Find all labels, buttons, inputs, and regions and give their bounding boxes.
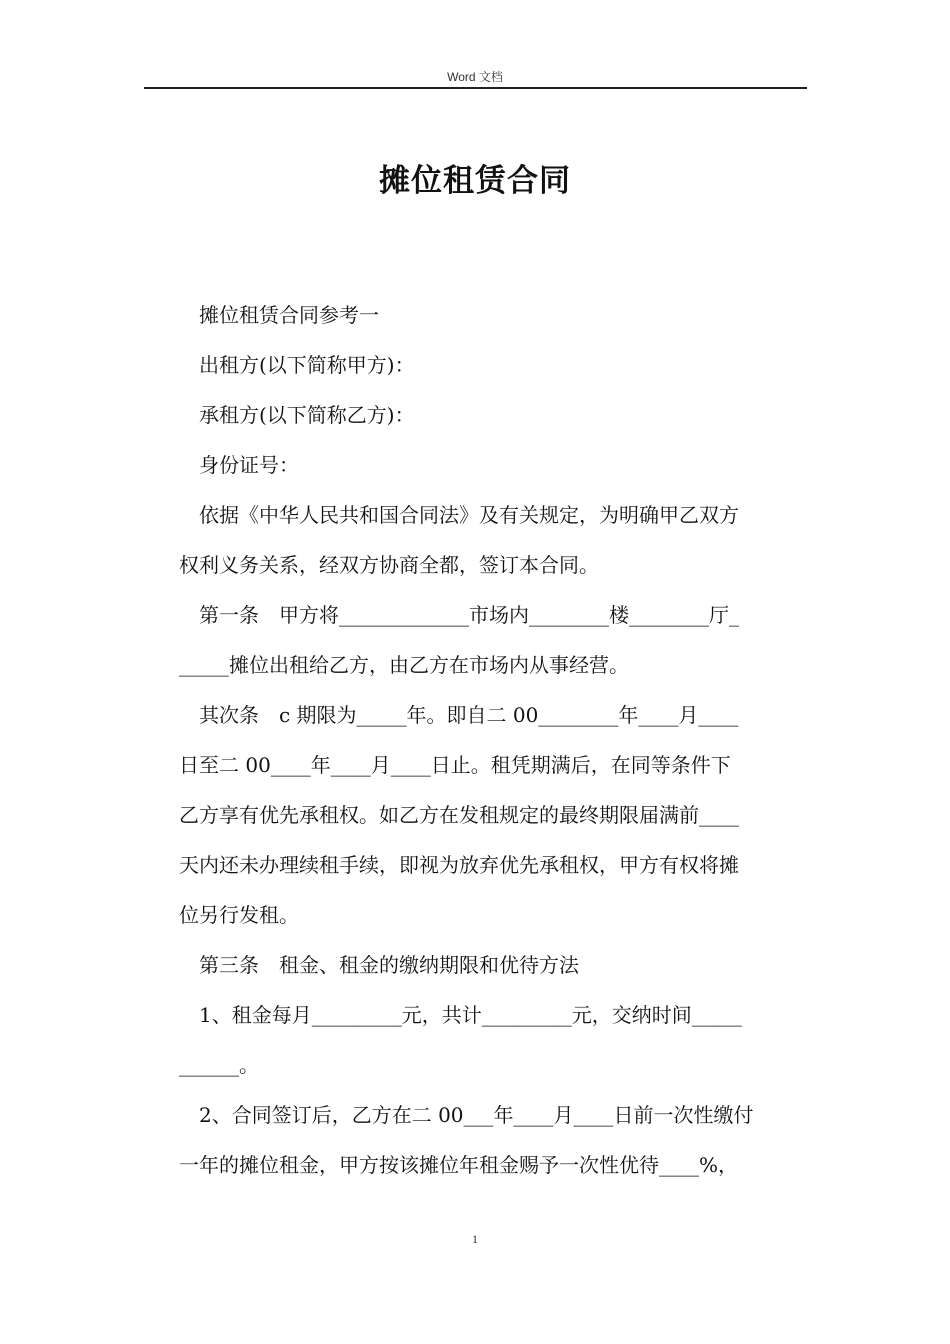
paragraph-line: 日至二 00____年____月____日止。租凭期满后，在同等条件下	[179, 753, 731, 777]
paragraph-line: 其次条 c 期限为_____年。即自二 00________年____月____	[199, 703, 739, 727]
paragraph-line: 第一条 甲方将_____________市场内________楼________厅_	[199, 603, 739, 627]
paragraph-line: 依据《中华人民共和国合同法》及有关规定，为明确甲乙双方	[199, 503, 739, 527]
paragraph-line: 乙方享有优先承租权。如乙方在发租规定的最终期限届满前____	[179, 803, 739, 827]
document-body	[179, 290, 805, 1190]
paragraph-line: 身份证号：	[199, 453, 299, 477]
paragraph-line: 1、租金每月_________元，共计_________元，交纳时间_____	[199, 1003, 742, 1027]
paragraph-line: 第三条 租金、租金的缴纳期限和优待方法	[199, 953, 579, 977]
header-divider	[144, 87, 807, 89]
document-title: 摊位租赁合同	[379, 163, 571, 199]
paragraph-line: _____摊位出租给乙方，由乙方在市场内从事经营。	[179, 653, 629, 677]
paragraph-line: 摊位租赁合同参考一	[199, 303, 379, 327]
paragraph-line: 一年的摊位租金，甲方按该摊位年租金赐予一次性优待____%，	[179, 1153, 739, 1177]
paragraph-line: 出租方(以下简称甲方)：	[199, 353, 415, 377]
paragraph-line: 2、合同签订后，乙方在二 00___年____月____日前一次性缴付	[199, 1103, 754, 1127]
paragraph-line: 天内还未办理续租手续，即视为放弃优先承租权，甲方有权将摊	[179, 853, 739, 877]
paragraph-line: 权利义务关系，经双方协商全都，签订本合同。	[179, 553, 599, 577]
paragraph-line: 位另行发租。	[179, 903, 299, 927]
page-number: 1	[472, 1232, 478, 1246]
page-header: Word 文档	[447, 70, 503, 84]
paragraph-line: 承租方(以下简称乙方)：	[199, 403, 415, 427]
paragraph-line: ______。	[179, 1053, 259, 1077]
